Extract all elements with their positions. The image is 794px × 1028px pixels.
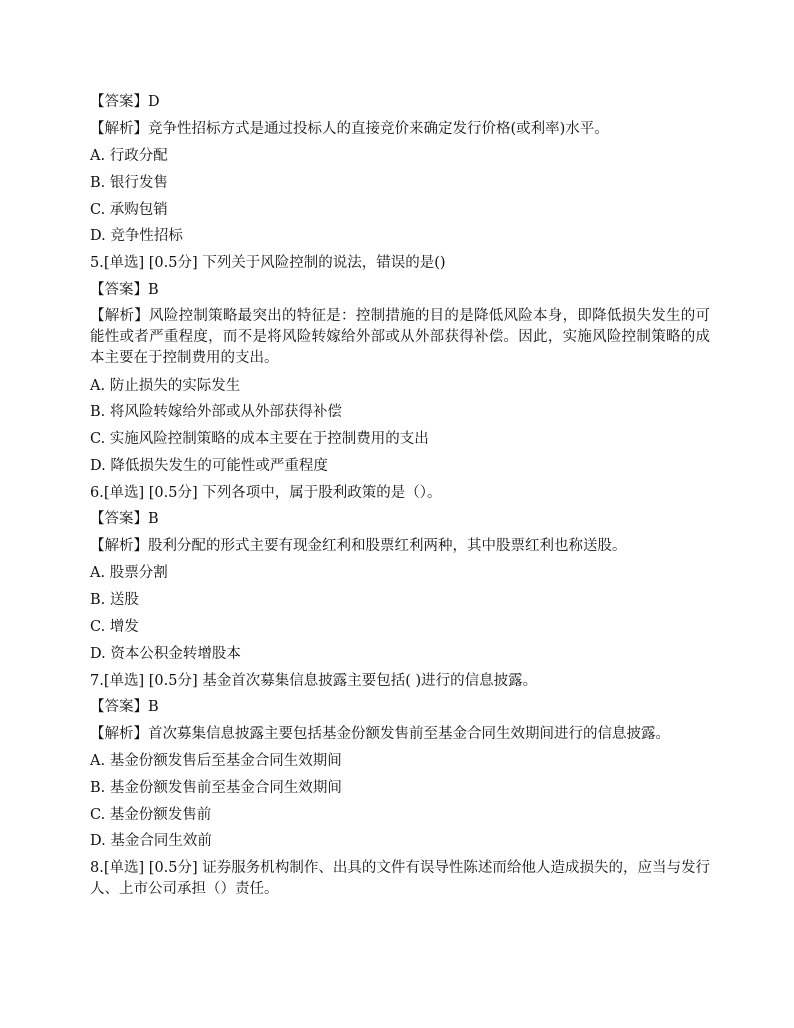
q5-option-b: B. 将风险转嫁给外部或从外部获得补偿 [90, 404, 342, 421]
q7-option-c: C. 基金份额发售前 [90, 806, 212, 823]
q5-option-a: A. 防止损失的实际发生 [90, 377, 241, 394]
q7-option-a: A. 基金份额发售后至基金合同生效期间 [90, 753, 342, 770]
q5-question: 5.[单选] [0.5分] 下列关于风险控制的说法，错误的是() [90, 255, 446, 272]
q7-analysis: 【解析】首次募集信息披露主要包括基金份额发售前至基金合同生效期间进行的信息披露。 [90, 725, 670, 742]
q6-option-a: A. 股票分割 [90, 565, 168, 582]
q6-option-b: B. 送股 [90, 592, 139, 609]
document-page [90, 92, 710, 907]
q6-option-d: D. 资本公积金转增股本 [90, 645, 241, 662]
q6-question: 6.[单选] [0.5分] 下列各项中，属于股利政策的是（）。 [90, 484, 442, 501]
q5-option-c: C. 实施风险控制策略的成本主要在于控制费用的支出 [90, 431, 429, 448]
q7-option-b: B. 基金份额发售前至基金合同生效期间 [90, 779, 342, 796]
q5-option-d: D. 降低损失发生的可能性或严重程度 [90, 458, 328, 475]
q7-question: 7.[单选] [0.5分] 基金首次募集信息披露主要包括( )进行的信息披露。 [90, 672, 538, 689]
q4-option-c: C. 承购包销 [90, 201, 168, 218]
q4-option-d: D. 竞争性招标 [90, 228, 183, 245]
q4-answer: 【答案】D [90, 94, 160, 110]
q4-option-b: B. 银行发售 [90, 174, 168, 191]
q4-analysis: 【解析】竞争性招标方式是通过投标人的直接竞价来确定发行价格(或利率)水平。 [90, 120, 609, 137]
q6-answer: 【答案】B [90, 511, 159, 528]
q7-answer: 【答案】B [90, 699, 159, 716]
q8-question: 8.[单选] [0.5分] 证券服务机构制作、出具的文件有误导性陈述而给他人造成损失的，应当与发行人、上市公司承担（）责任。 [90, 860, 710, 898]
q7-option-d: D. 基金合同生效前 [90, 833, 212, 850]
q4-option-a: A. 行政分配 [90, 148, 168, 164]
q5-answer: 【答案】B [90, 281, 159, 298]
q5-analysis: 【解析】风险控制策略最突出的特征是：控制措施的目的是降低风险本身，即降低损失发生的可能性或者严重程度，而不是将风险转嫁给外部或从外部获得补偿。因此，实施风险控制策略的成本主要在于控制费用的支出。 [90, 308, 710, 367]
q6-option-c: C. 增发 [90, 618, 139, 635]
q6-analysis: 【解析】股利分配的形式主要有现金红利和股票红利两种，其中股票红利也称送股。 [90, 537, 627, 554]
